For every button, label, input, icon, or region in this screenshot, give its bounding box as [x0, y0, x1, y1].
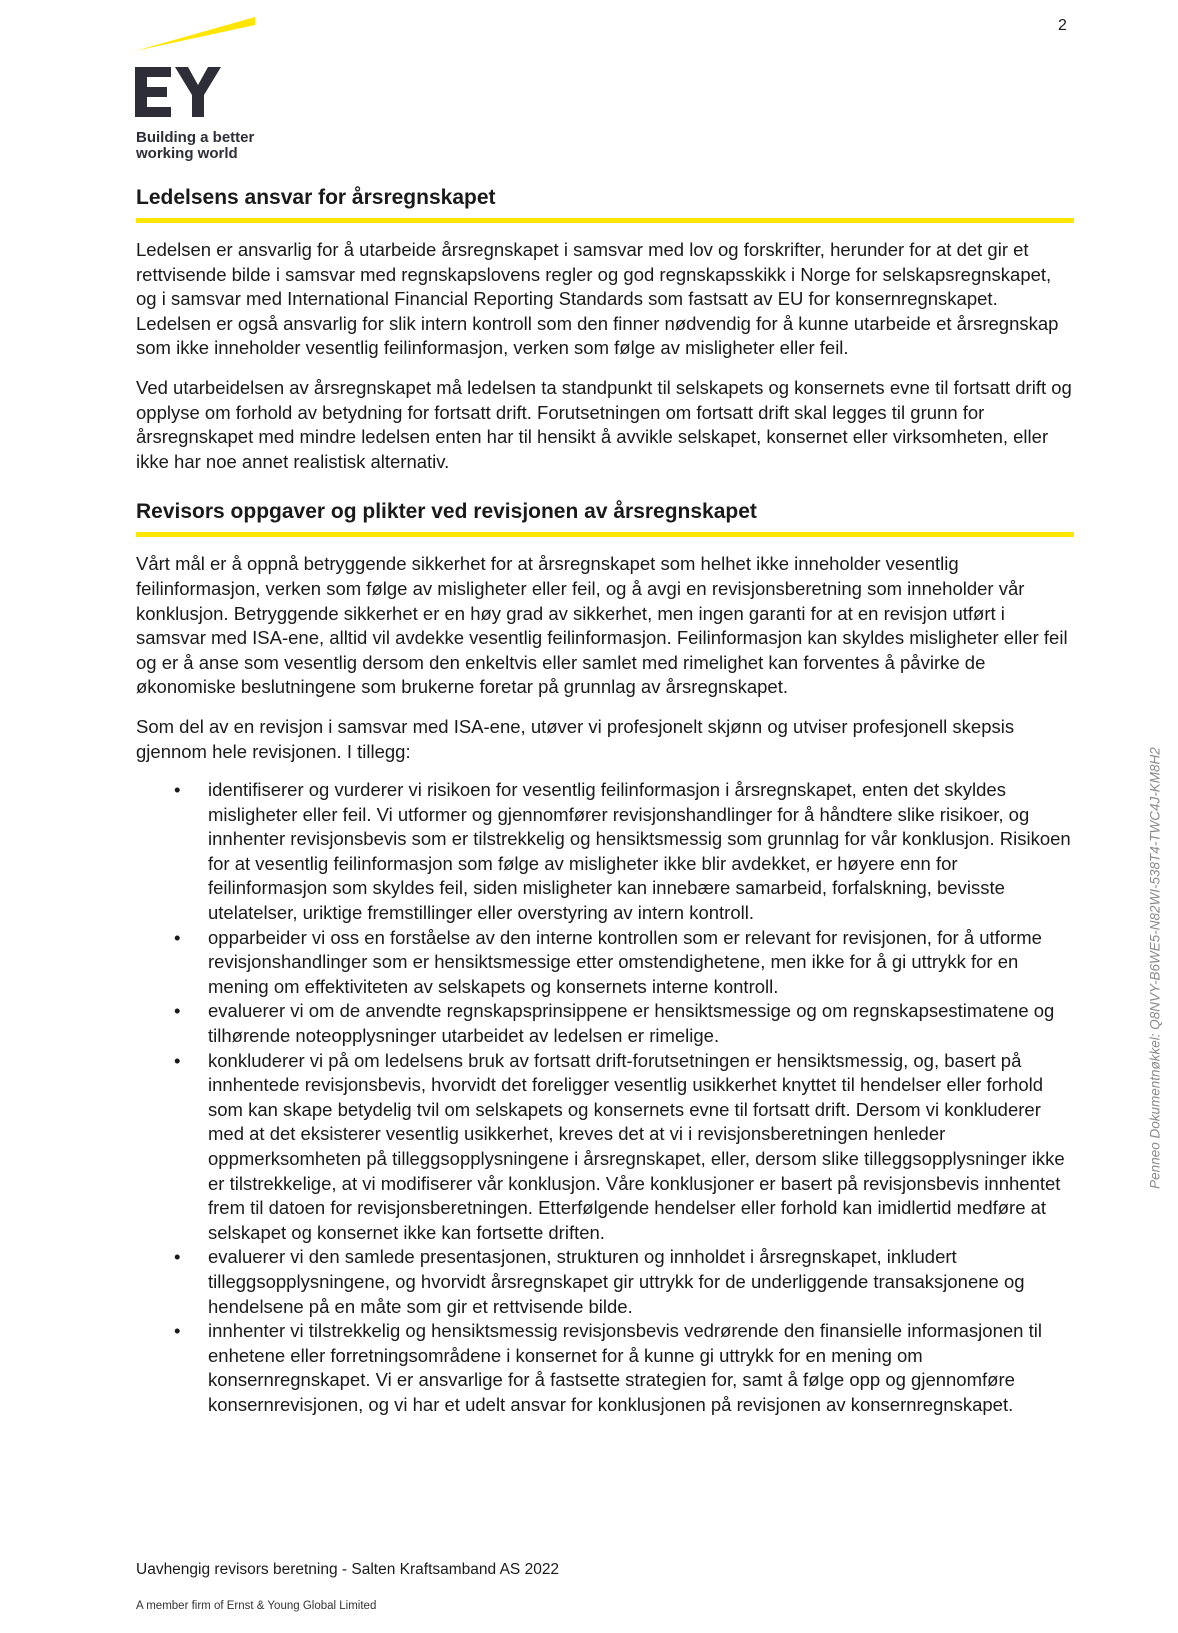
bullet-icon: • [174, 779, 181, 801]
list-item [136, 778, 1074, 926]
paragraph: Som del av en revisjon i samsvar med ISA-ene, utøver vi profesjonelt skjønn og utviser profesjonell skepsis gjennom hele revisjonen. I tillegg: [136, 715, 1015, 762]
ey-logo-beam [135, 17, 255, 51]
list-item-text: opparbeider vi oss en forståelse av den interne kontrollen som er relevant for revisjonen, for å utforme revisjonshandlinger som er hensiktsmessige etter omstendighetene, men ikke for å gi uttrykk for en mening om effektiviteten av selskapets og konsernets interne kontroll. [208, 926, 1042, 997]
list-item-text: evaluerer vi om de anvendte regnskapsprinsippene er hensiktsmessige og om regnskapsestimatene og tilhørende noteopplysninger utarbeidet av ledelsen er rimelige. [208, 1000, 1055, 1047]
logo-tagline-line1: Building a better [136, 129, 255, 146]
list-item-text: identifiserer og vurderer vi risikoen for vesentlig feilinformasjon i årsregnskapet, enten det skyldes misligheter eller feil. Vi utformer og gjennomfører revisjonshandlinger for å håndtere slike risikoer, og innhenter revisjonsbevis som er tilstrekkelig og hensiktsmessig som grunnlag for vår konklusjon. Risikoen for at vesentlig feilinformasjon som følge av misligheter ikke blir avdekket, er høyere enn for feilinformasjon som skyldes feil, siden misligheter kan innebære samarbeid, forfalskning, bevisste utelatelser, uriktige fremstillinger eller overstyring av intern kontroll. [208, 779, 1071, 924]
section-title: Revisors oppgaver og plikter ved revisjonen av årsregnskapet [136, 500, 1074, 537]
paragraph: Vårt mål er å oppnå betryggende sikkerhet for at årsregnskapet som helhet ikke inneholder vesentlig feilinformasjon, verken som følge av misligheter eller feil, og å avgi en revisjonsberetning som inneholder vår konklusjon. Betryggende sikkerhet er en høy grad av sikkerhet, men ingen garanti for at en revisjon utført i samsvar med ISA-ene, alltid vil avdekke vesentlig feilinformasjon. Feilinformasjon kan skyldes misligheter eller feil og er å anse som vesentlig dersom den enkeltvis eller samlet med rimelighet kan forventes å påvirke de økonomiske beslutningene som brukerne foretar på grunnlag av årsregnskapet. [136, 553, 1068, 698]
logo-tagline [136, 130, 296, 162]
section-management-responsibility [136, 186, 1074, 474]
ey-logo-letter-e [135, 67, 171, 117]
document-body [136, 186, 1074, 1418]
penneo-document-key: Penneo Dokumentnøkkel: Q8NVY-B6WE5-N82WI-538T4-TWC4J-KM8H2 [1147, 747, 1163, 1189]
bullet-icon: • [174, 1000, 181, 1022]
list-item-text: innhenter vi tilstrekkelig og hensiktsmessig revisjonsbevis vedrørende den finansielle informasjonen til enhetene eller forretningsområdene i konsernet for å kunne gi uttrykk for en mening om konsernregnskapet. Vi er ansvarlige for å fastsette strategien for, samt å følge opp og gjennomføre konsernrevisjonen, og vi har et udelt ansvar for konklusjonen på revisjonen av konsernregnskapet. [208, 1320, 1042, 1415]
list-item-text: evaluerer vi den samlede presentasjonen, strukturen og innholdet i årsregnskapet, inkludert tilleggsopplysningene, og hvorvidt årsregnskapet gir uttrykk for de underliggende transaksjonene og hendelsene på en måte som gir et rettvisende bilde. [208, 1246, 1025, 1317]
list-item [136, 1049, 1074, 1246]
list-item [136, 1319, 1074, 1417]
logo-tagline-line2: working world [136, 145, 238, 162]
bullet-icon: • [174, 926, 181, 948]
paragraph: Ved utarbeidelsen av årsregnskapet må ledelsen ta standpunkt til selskapets og konsernets evne til fortsatt drift og opplyse om forhold av betydning for fortsatt drift. Forutsetningen om fortsatt drift skal legges til grunn for årsregnskapet med mindre ledelsen enten har til hensikt å avvikle selskapet, konsernet eller virksomheten, eller ikke har noe annet realistisk alternativ. [136, 376, 1072, 472]
ey-logo-letter-y [175, 67, 221, 117]
bullet-icon: • [174, 1320, 181, 1342]
bullet-icon: • [174, 1049, 181, 1071]
section-auditor-duties [136, 500, 1074, 1417]
list-item [136, 926, 1074, 1000]
page-number: 2 [1058, 17, 1067, 34]
list-item [136, 999, 1074, 1048]
ey-logo-icon [135, 17, 265, 127]
paragraph: Ledelsen er ansvarlig for å utarbeide årsregnskapet i samsvar med lov og forskrifter, herunder for at det gir et rettvisende bilde i samsvar med regnskapslovens regler og god regnskapsskikk i Norge for selskapsregnskapet, og i samsvar med International Financial Reporting Standards som fastsatt av EU for konsernregnskapet. Ledelsen er også ansvarlig for slik intern kontroll som den finner nødvendig for å kunne utarbeide et årsregnskap som ikke inneholder vesentlig feilinformasjon, verken som følge av misligheter eller feil. [136, 239, 1059, 359]
section-title: Ledelsens ansvar for årsregnskapet [136, 186, 1074, 223]
bullet-icon: • [174, 1246, 181, 1268]
list-item [136, 1245, 1074, 1319]
bullet-list [136, 778, 1074, 1417]
list-item-text: konkluderer vi på om ledelsens bruk av fortsatt drift-forutsetningen er hensiktsmessig, og, basert på innhentede revisjonsbevis, hvorvidt det foreligger vesentlig usikkerhet knyttet til hendelser eller forhold som kan skape betydelig tvil om selskapets og konsernets evne til fortsatt drift. Dersom vi konkluderer med at det eksisterer vesentlig usikkerhet, kreves det at vi i revisjonsberetningen henleder oppmerksomheten på tilleggsopplysningene i årsregnskapet, eller, dersom slike tilleggsopplysninger ikke er tilstrekkelige, at vi modifiserer vår konklusjon. Våre konklusjoner er basert på revisjonsbevis innhentet frem til datoen for revisjonsberetningen. Etterfølgende hendelser eller forhold kan imidlertid medføre at selskapet og konsernet ikke kan fortsette driften. [208, 1049, 1065, 1243]
footer-member-note: A member firm of Ernst & Young Global Limited [136, 1600, 377, 1612]
footer-report-title: Uavhengig revisors beretning - Salten Kraftsamband AS 2022 [136, 1561, 560, 1578]
